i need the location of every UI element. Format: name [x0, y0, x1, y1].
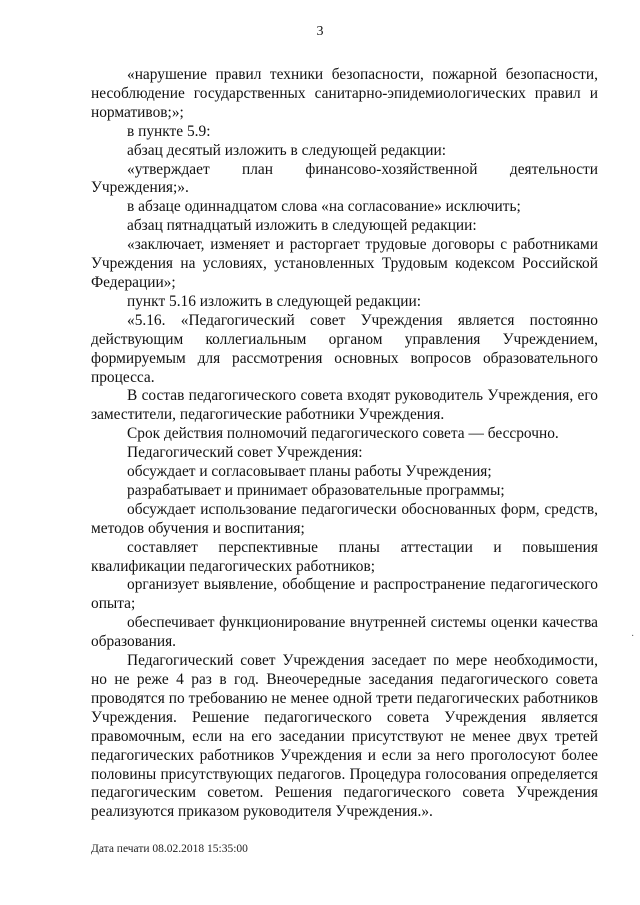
paragraph: абзац пятнадцатый изложить в следующей редакции:	[127, 217, 477, 235]
paragraph: «утверждает план финансово-хозяйственной деятельности Учреждения;».	[91, 160, 598, 197]
paragraph: Педагогический совет Учреждения заседает по мере необходимости, но не реже 4 раз в год. Внеочередные заседания педагогического совета проводятся по требованию не менее одной трети педагогических работников Учреждения. Решение педагогического совета Учреждения является правомочным, если на его заседании присутствуют не менее двух третей педагогических работников Учреждения и если за него проголосуют более половины присутствующих педагогов. Процедура голосования определяется педагогическим советом. Решения педагогического совета Учреждения реализуются приказом руководителя Учреждения.».	[91, 652, 598, 821]
paragraph: в абзаце одиннадцатом слова «на согласование» исключить;	[127, 198, 521, 216]
margin-mark: ·	[631, 631, 635, 642]
paragraph: «5.16. «Педагогический совет Учреждения является постоянно действующим коллегиальным органом управления Учреждением, формируемым для рассмотрения основных вопросов образовательного процесса.	[91, 311, 598, 386]
paragraph: Педагогический совет Учреждения:	[127, 444, 363, 462]
paragraph: обсуждает и согласовывает планы работы Учреждения;	[127, 463, 492, 481]
paragraph: разрабатывает и принимает образовательные программы;	[127, 481, 505, 499]
paragraph: В состав педагогического совета входят руководитель Учреждения, его заместители, педагогические работники Учреждения.	[91, 387, 598, 424]
paragraph: «заключает, изменяет и расторгает трудовые договоры с работниками Учреждения на условиях, установленных Трудовым кодексом Российской Федерации»;	[91, 236, 598, 291]
paragraph: составляет перспективные планы аттестации и повышения квалификации педагогических работников;	[91, 538, 598, 575]
document-body	[91, 66, 598, 822]
paragraph: в пункте 5.9:	[127, 122, 211, 140]
page-number: 3	[316, 24, 324, 39]
paragraph: «нарушение правил техники безопасности, пожарной безопасности, несоблюдение государственных санитарно-эпидемиологических правил и нормативов;»;	[91, 66, 598, 121]
print-date-footer: Дата печати 08.02.2018 15:35:00	[91, 843, 248, 855]
paragraph: абзац десятый изложить в следующей редакции:	[127, 141, 447, 159]
paragraph: организует выявление, обобщение и распространение педагогического опыта;	[91, 576, 598, 613]
paragraph: обеспечивает функционирование внутренней системы оценки качества образования.	[91, 614, 598, 651]
paragraph: обсуждает использование педагогически обоснованных форм, средств, методов обучения и воспитания;	[91, 500, 598, 537]
paragraph: Срок действия полномочий педагогического совета — бессрочно.	[127, 425, 559, 443]
paragraph: пункт 5.16 изложить в следующей редакции:	[127, 292, 422, 310]
